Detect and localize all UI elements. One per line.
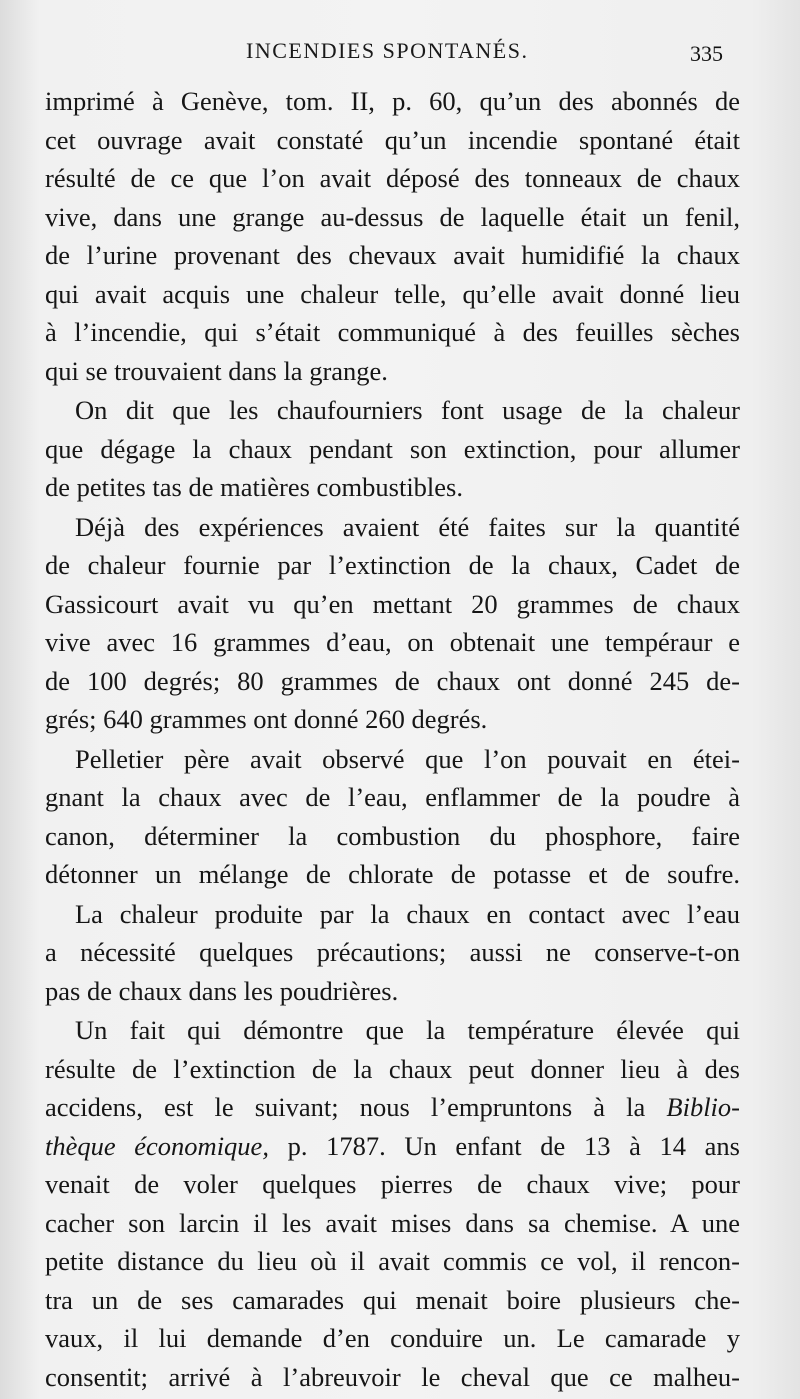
text-line: de l’urine provenant des chevaux avait humidifié la chaux [45,240,740,270]
text-line: a nécessité quelques précautions; aussi ne conserve-t-on [45,937,740,967]
text-line: grés; 640 grammes ont donné 260 degrés. [45,704,488,734]
text-line [45,1127,740,1166]
paragraph-4 [45,740,740,894]
text-line: consentit; arrivé à l’abreuvoir le cheval que ce malheu- [45,1361,740,1392]
text-line: Gassicourt avait vu qu’en mettant 20 grammes de chaux [45,588,740,619]
text-line: de chaleur fournie par l’extinction de la chaux, Cadet de [45,550,740,580]
text-line: La chaleur produite par la chaux en contact avec l’eau [75,898,740,929]
page-number: 335 [690,41,723,66]
paragraph-2 [45,391,740,507]
paragraph-1 [45,82,740,390]
text-line: cacher son larcin il les avait mises dans sa chemise. A une [45,1207,740,1238]
text-line: Un fait qui démontre que la température élevée qui [75,1015,740,1045]
text-line: pas de chaux dans les poudrières. [45,975,399,1006]
text-segment: p. 1787. Un enfant de 13 à 14 ans [268,1130,740,1161]
text-line: détonner un mélange de chlorate de potasse et de soufre. [45,859,740,889]
text-line: résulte de l’extinction de la chaux peut donner lieu à des [45,1053,740,1084]
text-line: petite distance du lieu où il avait commis ce vol, il rencon- [45,1246,740,1276]
body-text [45,82,740,1396]
text-line: à l’incendie, qui s’était communiqué à des feuilles sèches [45,317,740,347]
text-line: On dit que les chaufourniers font usage de la chaleur [75,395,740,425]
text-line: que dégage la chaux pendant son extinction, pour allumer [45,433,740,464]
text-line: tra un de ses camarades qui menait boire plusieurs che- [45,1284,740,1315]
text-line: de 100 degrés; 80 grammes de chaux ont donné 245 de- [45,665,740,696]
text-line: vive avec 16 grammes d’eau, on obtenait une tempéraur e [45,627,740,657]
text-line: canon, déterminer la combustion du phosphore, faire [45,820,740,851]
text-line: imprimé à Genève, tom. II, p. 60, qu’un des abonnés de [45,86,740,116]
paragraph-6 [45,1011,740,1396]
text-line: gnant la chaux avec de l’eau, enflammer de la poudre à [45,782,740,812]
running-header [0,38,800,74]
text-line: qui avait acquis une chaleur telle, qu’elle avait donné lieu [45,278,740,309]
text-line: vive, dans une grange au-dessus de laquelle était un fenil, [45,201,740,232]
text-segment: accidens, est le suivant; nous l’empruntons à la [45,1092,667,1122]
text-line: vaux, il lui demande d’en conduire un. Le camarade y [45,1323,740,1353]
text-line [45,1088,740,1127]
paragraph-3 [45,508,740,739]
text-line: qui se trouvaient dans la grange. [45,355,388,386]
text-line: venait de voler quelques pierres de chaux vive; pour [45,1169,740,1199]
paragraph-5 [45,895,740,1011]
italic-title: thèque économique, [45,1130,269,1161]
text-line: résulté de ce que l’on avait déposé des tonneaux de chaux [45,163,740,193]
text-line: de petites tas de matières combustibles. [45,472,463,502]
italic-title: Biblio- [666,1092,740,1122]
running-title: INCENDIES SPONTANÉS. [246,38,529,63]
text-line: Déjà des expériences avaient été faites sur la quantité [75,511,740,542]
text-line: cet ouvrage avait constaté qu’un incendie spontané était [45,124,740,155]
text-line: Pelletier père avait observé que l’on pouvait en étei- [75,743,740,774]
